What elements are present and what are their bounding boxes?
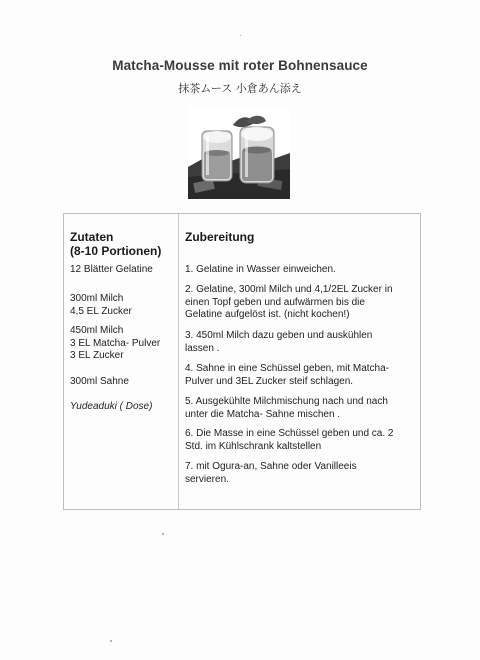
preparation-step (185, 363, 417, 388)
step-line: Pulver und 3EL Zucker steif schlagen. (185, 375, 354, 387)
ingredient-line: 300ml Sahne (70, 376, 129, 387)
step-line: Gelatine aufgelöst ist. (nicht kochen!) (185, 309, 350, 320)
step-line: 5. Ausgekühlte Milchmischung nach und nach (185, 396, 388, 407)
ingredient-group (70, 376, 178, 389)
ingredient-line: 3 EL Zucker (70, 350, 124, 361)
ingredients-heading (70, 230, 175, 258)
recipe-title: Matcha-Mousse mit roter Bohnensauce (112, 58, 368, 73)
step-line: 1. Gelatine in Wasser einweichen. (185, 264, 336, 275)
step-line: lassen . (185, 342, 220, 354)
ingredient-line: 300ml Milch (70, 293, 124, 304)
step-line: 4. Sahne in eine Schüssel geben, mit Matcha- (185, 363, 390, 374)
preparation-heading: Zubereitung (185, 230, 255, 244)
ingredients-heading-portions: (8-10 Portionen) (70, 244, 162, 258)
ingredient-group (70, 325, 178, 363)
ingredient-group (70, 401, 178, 414)
preparation-step (185, 330, 417, 355)
recipe-subtitle-japanese: 抹茶ムース 小倉あん添え (178, 82, 302, 95)
step-line: Std. im Kühlschrank kaltstellen (185, 440, 322, 452)
ingredient-line: 4,5 EL Zucker (70, 305, 132, 317)
ingredients-heading-title: Zutaten (70, 230, 114, 244)
preparation-step (185, 396, 417, 421)
ingredient-group (70, 293, 178, 318)
step-line: servieren. (185, 473, 229, 485)
column-divider (178, 214, 179, 509)
scan-speck (110, 640, 112, 642)
ingredient-line: 450ml Milch (70, 325, 124, 336)
step-line: einen Topf geben und aufwärmen bis die (185, 296, 365, 308)
recipe-table (63, 213, 421, 510)
ingredient-line: Yudeaduki ( Dose) (70, 401, 153, 412)
preparation-step (185, 461, 417, 486)
ingredient-line: 12 Blätter Gelatine (70, 264, 153, 275)
step-line: 6. Die Masse in eine Schüssel geben und ca. 2 (185, 428, 394, 439)
scan-speck (162, 533, 164, 535)
preparation-step (185, 284, 417, 322)
matcha-mousse-photo (188, 107, 290, 199)
scan-speck (240, 35, 241, 36)
preparation-step (185, 264, 417, 277)
step-line: 7. mit Ogura-an, Sahne oder Vanilleeis (185, 461, 357, 472)
step-line: 3. 450ml Milch dazu geben und auskühlen (185, 330, 373, 341)
ingredient-line: 3 EL Matcha- Pulver (70, 337, 161, 349)
step-line: unter die Matcha- Sahne mischen . (185, 408, 341, 420)
preparation-step (185, 428, 417, 453)
step-line: 2. Gelatine, 300ml Milch und 4,1/2EL Zucker in (185, 284, 393, 295)
ingredient-group (70, 264, 178, 277)
